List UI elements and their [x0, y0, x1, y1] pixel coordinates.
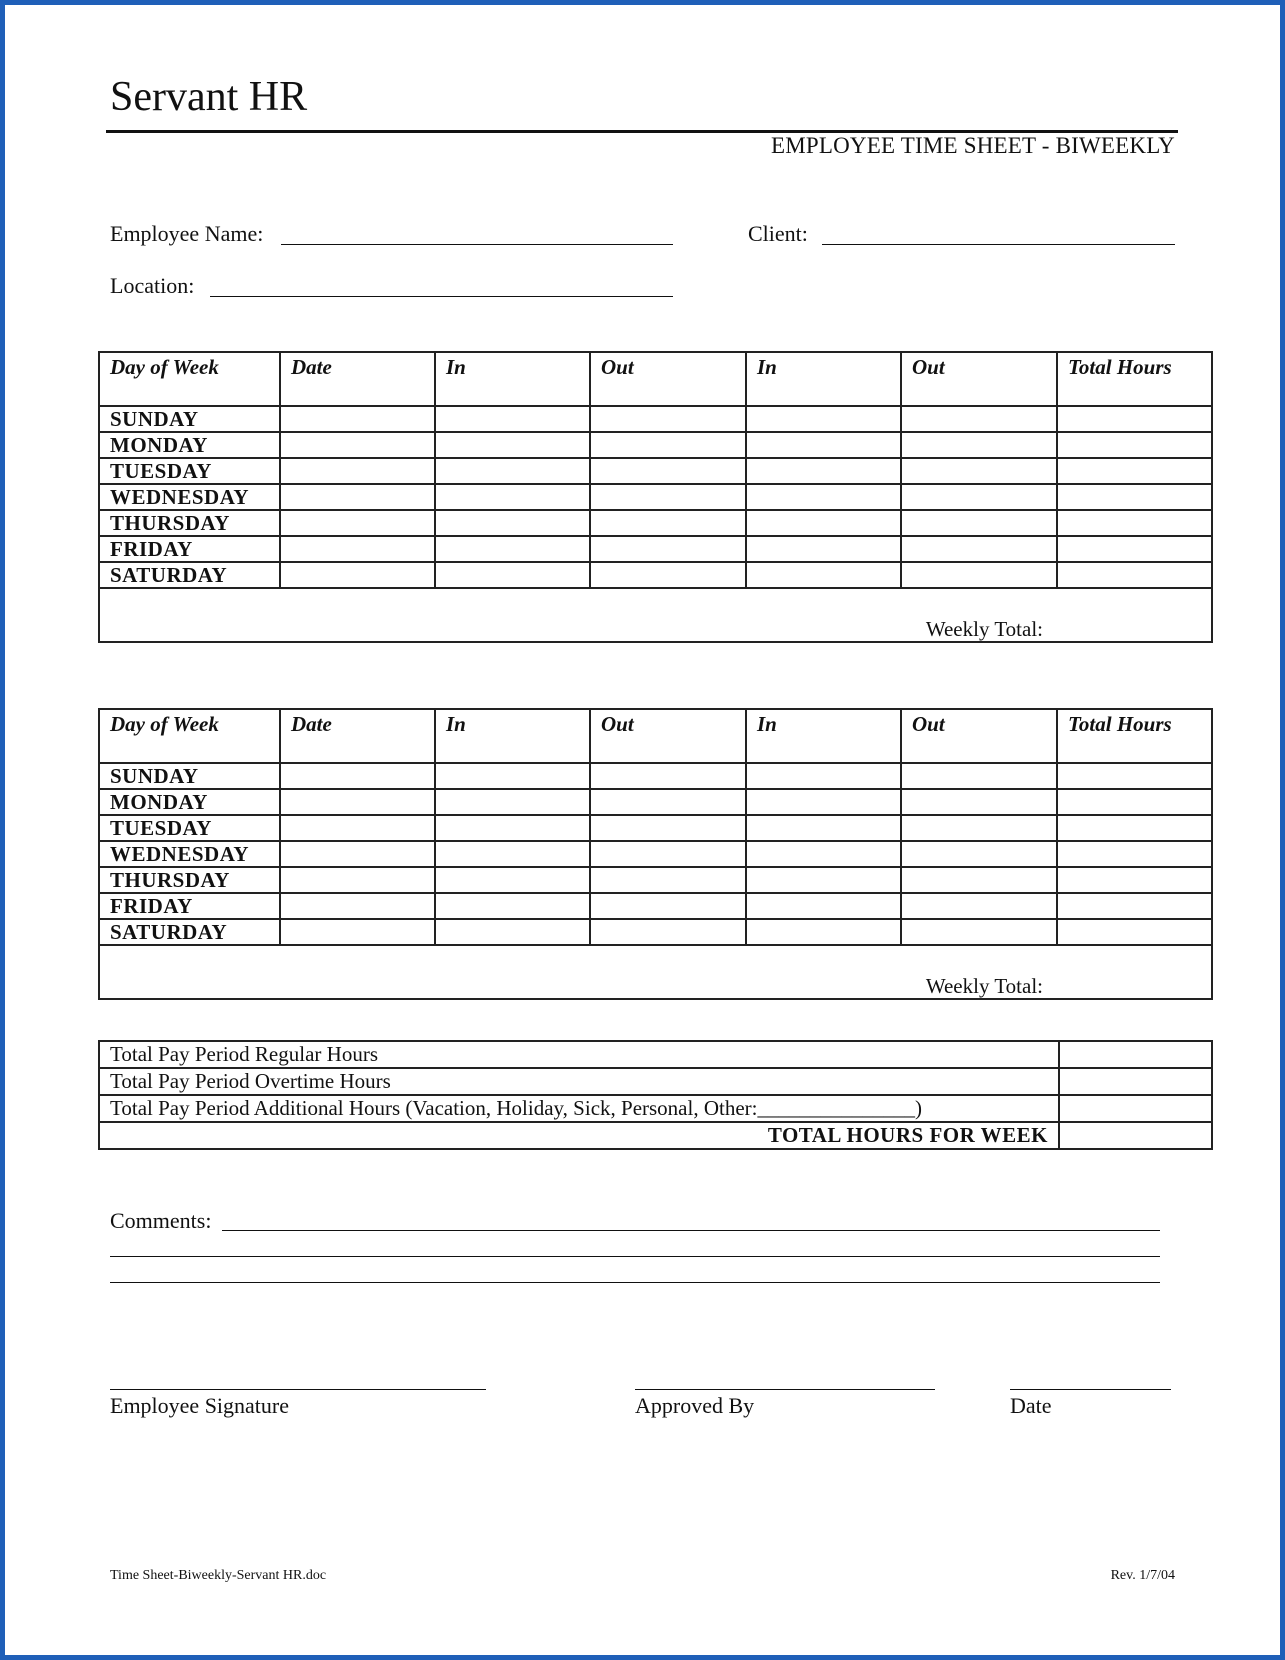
- total-hours-cell[interactable]: [1057, 484, 1212, 510]
- additional-hours-cell[interactable]: [1059, 1095, 1212, 1122]
- date-cell[interactable]: [280, 432, 435, 458]
- in-1-cell[interactable]: [435, 815, 590, 841]
- week-1-rows: [99, 406, 1212, 588]
- in-1-cell[interactable]: [435, 484, 590, 510]
- out-2-cell[interactable]: [901, 484, 1057, 510]
- day-row: [99, 432, 1212, 458]
- weekly-total-label: Weekly Total:: [99, 945, 1212, 999]
- regular-hours-label: Total Pay Period Regular Hours: [99, 1041, 1059, 1068]
- total-hours-for-week-label: TOTAL HOURS FOR WEEK: [99, 1122, 1059, 1149]
- day-label: FRIDAY: [99, 893, 280, 919]
- in-2-cell[interactable]: [746, 484, 901, 510]
- day-row: [99, 815, 1212, 841]
- location-label: Location:: [110, 273, 195, 298]
- day-label: SATURDAY: [99, 562, 280, 588]
- client-label: Client:: [748, 221, 808, 246]
- in-1-cell[interactable]: [435, 841, 590, 867]
- out-2-cell[interactable]: [901, 406, 1057, 432]
- day-row: [99, 562, 1212, 588]
- weekly-total-label: Weekly Total:: [99, 588, 1212, 642]
- out-2-cell[interactable]: [901, 432, 1057, 458]
- in-1-cell[interactable]: [435, 510, 590, 536]
- out-1-cell[interactable]: [590, 484, 746, 510]
- employee-name-label: Employee Name:: [110, 221, 264, 246]
- out-1-cell[interactable]: [590, 789, 746, 815]
- summary-row: [99, 1095, 1212, 1122]
- day-label: THURSDAY: [99, 867, 280, 893]
- in-1-cell[interactable]: [435, 432, 590, 458]
- date-cell[interactable]: [280, 919, 435, 945]
- total-hours-cell[interactable]: [1057, 789, 1212, 815]
- column-header-total-hours: Total Hours: [1057, 709, 1212, 763]
- date-cell[interactable]: [280, 536, 435, 562]
- date-line[interactable]: [1010, 1389, 1171, 1390]
- in-2-cell[interactable]: [746, 815, 901, 841]
- in-2-cell[interactable]: [746, 867, 901, 893]
- day-row: [99, 406, 1212, 432]
- column-header-out-2: Out: [901, 352, 1057, 406]
- in-1-cell[interactable]: [435, 763, 590, 789]
- column-header-date: Date: [280, 352, 435, 406]
- out-2-cell[interactable]: [901, 841, 1057, 867]
- overtime-hours-cell[interactable]: [1059, 1068, 1212, 1095]
- approved-by-label: Approved By: [635, 1393, 755, 1418]
- in-1-cell[interactable]: [435, 867, 590, 893]
- day-label: SUNDAY: [99, 763, 280, 789]
- comments-line-1[interactable]: [222, 1230, 1160, 1231]
- in-1-cell[interactable]: [435, 893, 590, 919]
- day-label: WEDNESDAY: [99, 841, 280, 867]
- column-header-in-1: In: [435, 352, 590, 406]
- total-hours-cell[interactable]: [1057, 815, 1212, 841]
- day-row: [99, 763, 1212, 789]
- in-2-cell[interactable]: [746, 789, 901, 815]
- out-1-cell[interactable]: [590, 562, 746, 588]
- column-header-out-1: Out: [590, 709, 746, 763]
- total-hours-cell[interactable]: [1057, 763, 1212, 789]
- in-2-cell[interactable]: [746, 432, 901, 458]
- in-2-cell[interactable]: [746, 406, 901, 432]
- footer-revision: Rev. 1/7/04: [1110, 1568, 1175, 1583]
- date-cell[interactable]: [280, 562, 435, 588]
- column-header-out-2: Out: [901, 709, 1057, 763]
- date-cell[interactable]: [280, 406, 435, 432]
- summary-row: [99, 1041, 1212, 1068]
- company-name: Servant HR: [110, 74, 308, 120]
- in-1-cell[interactable]: [435, 536, 590, 562]
- comments-label: Comments:: [110, 1208, 212, 1233]
- out-2-cell[interactable]: [901, 815, 1057, 841]
- day-label: TUESDAY: [99, 815, 280, 841]
- employee-signature-line[interactable]: [110, 1389, 486, 1390]
- day-label: WEDNESDAY: [99, 484, 280, 510]
- in-2-cell[interactable]: [746, 919, 901, 945]
- out-2-cell[interactable]: [901, 510, 1057, 536]
- in-2-cell[interactable]: [746, 562, 901, 588]
- in-1-cell[interactable]: [435, 406, 590, 432]
- in-2-cell[interactable]: [746, 458, 901, 484]
- column-header-total-hours: Total Hours: [1057, 352, 1212, 406]
- day-label: MONDAY: [99, 789, 280, 815]
- date-cell[interactable]: [280, 458, 435, 484]
- column-header-date: Date: [280, 709, 435, 763]
- out-2-cell[interactable]: [901, 867, 1057, 893]
- total-hours-cell[interactable]: [1057, 458, 1212, 484]
- day-row: [99, 789, 1212, 815]
- in-2-cell[interactable]: [746, 841, 901, 867]
- day-row: [99, 841, 1212, 867]
- out-1-cell[interactable]: [590, 510, 746, 536]
- date-label: Date: [1010, 1393, 1052, 1418]
- regular-hours-cell[interactable]: [1059, 1041, 1212, 1068]
- in-2-cell[interactable]: [746, 536, 901, 562]
- out-2-cell[interactable]: [901, 536, 1057, 562]
- day-row: [99, 510, 1212, 536]
- out-2-cell[interactable]: [901, 919, 1057, 945]
- day-row: [99, 536, 1212, 562]
- column-header-in-2: In: [746, 709, 901, 763]
- date-cell[interactable]: [280, 763, 435, 789]
- day-row: [99, 867, 1212, 893]
- out-1-cell[interactable]: [590, 841, 746, 867]
- date-cell[interactable]: [280, 510, 435, 536]
- out-1-cell[interactable]: [590, 406, 746, 432]
- in-1-cell[interactable]: [435, 789, 590, 815]
- day-row: [99, 484, 1212, 510]
- column-header-in-2: In: [746, 352, 901, 406]
- total-hours-cell[interactable]: [1057, 919, 1212, 945]
- client-field[interactable]: [822, 244, 1175, 245]
- column-header-day: Day of Week: [99, 709, 280, 763]
- header-row: [99, 709, 1212, 763]
- out-1-cell[interactable]: [590, 432, 746, 458]
- header-row: [99, 352, 1212, 406]
- date-cell[interactable]: [280, 841, 435, 867]
- out-2-cell[interactable]: [901, 893, 1057, 919]
- total-hours-cell[interactable]: [1057, 867, 1212, 893]
- approved-by-line[interactable]: [635, 1389, 935, 1390]
- document-title: EMPLOYEE TIME SHEET - BIWEEKLY: [770, 133, 1175, 158]
- weekly-total-row: [99, 945, 1212, 999]
- in-1-cell[interactable]: [435, 458, 590, 484]
- out-1-cell[interactable]: [590, 763, 746, 789]
- week-2-table: [98, 708, 1213, 1000]
- out-1-cell[interactable]: [590, 536, 746, 562]
- day-label: THURSDAY: [99, 510, 280, 536]
- weekly-total-row: [99, 588, 1212, 642]
- in-2-cell[interactable]: [746, 763, 901, 789]
- date-cell[interactable]: [280, 893, 435, 919]
- day-row: [99, 919, 1212, 945]
- out-1-cell[interactable]: [590, 919, 746, 945]
- date-cell[interactable]: [280, 484, 435, 510]
- date-cell[interactable]: [280, 789, 435, 815]
- comments-line-3[interactable]: [110, 1282, 1160, 1283]
- in-1-cell[interactable]: [435, 919, 590, 945]
- week-1-table: [98, 351, 1213, 643]
- employee-signature-label: Employee Signature: [110, 1393, 290, 1418]
- in-2-cell[interactable]: [746, 893, 901, 919]
- total-hours-for-week-cell[interactable]: [1059, 1122, 1212, 1149]
- in-1-cell[interactable]: [435, 562, 590, 588]
- total-hours-cell[interactable]: [1057, 536, 1212, 562]
- total-hours-cell[interactable]: [1057, 562, 1212, 588]
- out-1-cell[interactable]: [590, 893, 746, 919]
- overtime-hours-label: Total Pay Period Overtime Hours: [99, 1068, 1059, 1095]
- out-2-cell[interactable]: [901, 763, 1057, 789]
- day-label: SUNDAY: [99, 406, 280, 432]
- day-label: MONDAY: [99, 432, 280, 458]
- day-label: SATURDAY: [99, 919, 280, 945]
- day-label: FRIDAY: [99, 536, 280, 562]
- total-hours-cell[interactable]: [1057, 406, 1212, 432]
- comments-line-2[interactable]: [110, 1256, 1160, 1257]
- out-2-cell[interactable]: [901, 562, 1057, 588]
- date-cell[interactable]: [280, 867, 435, 893]
- total-hours-cell[interactable]: [1057, 510, 1212, 536]
- out-1-cell[interactable]: [590, 458, 746, 484]
- column-header-out-1: Out: [590, 352, 746, 406]
- out-2-cell[interactable]: [901, 458, 1057, 484]
- column-header-in-1: In: [435, 709, 590, 763]
- total-hours-cell[interactable]: [1057, 893, 1212, 919]
- week-2-rows: [99, 763, 1212, 945]
- day-row: [99, 458, 1212, 484]
- in-2-cell[interactable]: [746, 510, 901, 536]
- summary-table: [98, 1040, 1213, 1150]
- summary-row: [99, 1122, 1212, 1149]
- column-header-day: Day of Week: [99, 352, 280, 406]
- footer-filename: Time Sheet-Biweekly-Servant HR.doc: [110, 1568, 327, 1583]
- total-hours-cell[interactable]: [1057, 432, 1212, 458]
- out-2-cell[interactable]: [901, 789, 1057, 815]
- out-1-cell[interactable]: [590, 867, 746, 893]
- location-field[interactable]: [210, 296, 673, 297]
- additional-hours-label: Total Pay Period Additional Hours (Vacation, Holiday, Sick, Personal, Other:_______________): [99, 1095, 1059, 1122]
- out-1-cell[interactable]: [590, 815, 746, 841]
- date-cell[interactable]: [280, 815, 435, 841]
- employee-name-field[interactable]: [281, 244, 673, 245]
- total-hours-cell[interactable]: [1057, 841, 1212, 867]
- summary-row: [99, 1068, 1212, 1095]
- day-label: TUESDAY: [99, 458, 280, 484]
- day-row: [99, 893, 1212, 919]
